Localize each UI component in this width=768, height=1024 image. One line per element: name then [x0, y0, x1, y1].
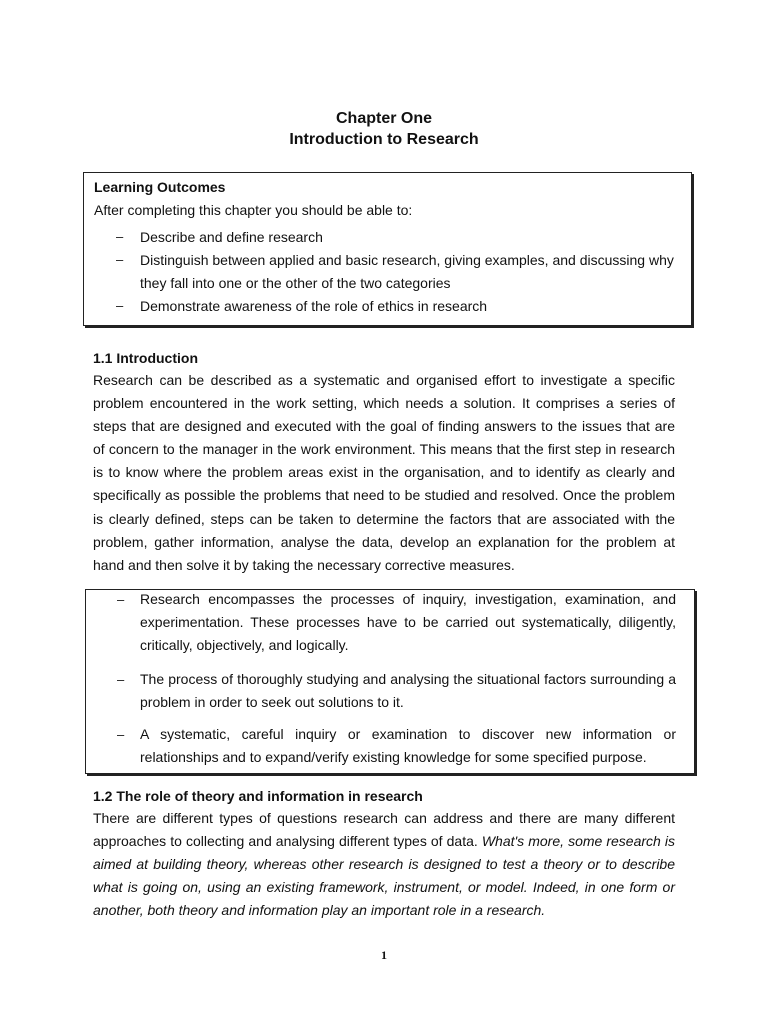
outcome-bullet: – [116, 252, 124, 267]
page-number: 1 [381, 948, 387, 962]
section-heading-theory-information: 1.2 The role of theory and information in research [93, 788, 423, 804]
definition-bullet: – [117, 727, 125, 742]
chapter-number-title: Chapter One [335, 110, 432, 127]
definition-item: Research encompasses the processes of inquiry, investigation, examination, and experimentation. These processes have to be carried out systematically, diligently, critically, objectively, and logically. [140, 591, 676, 653]
outcome-item: Describe and define research [140, 229, 323, 245]
paragraph-italic-text: What's more, some research is aimed at building theory, whereas other research is designed to test a theory or to describe what is going on, using an existing framework, instrument, or model. Indeed, in one form or another, both theory and information play an important role in a research. [93, 833, 675, 919]
learning-outcomes-box [83, 172, 692, 326]
learning-outcomes-intro: After completing this chapter you should be able to: [94, 202, 413, 218]
chapter-title: Introduction to Research [289, 131, 479, 148]
outcome-item-continued: they fall into one or the other of the two categories [140, 275, 451, 291]
introduction-paragraph: Research can be described as a systematic and organised effort to investigate a specific problem encountered in the work setting, which needs a solution. It comprises a series of steps that are designed and executed with the goal of finding answers to the issues that are of concern to the manager in the work environment. This means that the first step in research is to know where the problem areas exist in the organisation, and to identify as clearly and specifically as possible the problems that need to be studied and resolved. Once the problem is clearly defined, steps can be taken to determine the factors that are associated with the problem, gather information, analyse the data, develop an explanation for the problem at hand and then solve it by taking the necessary corrective measures. [93, 372, 675, 573]
definition-bullet: – [117, 592, 125, 607]
definition-item: A systematic, careful inquiry or examination to discover new information or relationships and to expand/verify existing knowledge for some specified purpose. [140, 726, 676, 765]
paragraph-plain-text: There are different types of questions research can address and there are many different approaches to collecting and analysing different types of data. [93, 810, 675, 850]
section-heading-introduction: 1.1 Introduction [93, 350, 198, 366]
outcome-bullet: – [116, 229, 124, 244]
outcome-bullet: – [116, 298, 124, 313]
outcome-item: Distinguish between applied and basic research, giving examples, and discussing why [140, 252, 674, 268]
definition-bullet: – [117, 672, 125, 687]
research-definitions-box [85, 589, 695, 774]
definition-item: The process of thoroughly studying and analysing the situational factors surrounding a problem in order to seek out solutions to it. [140, 671, 676, 710]
outcome-item: Demonstrate awareness of the role of ethics in research [140, 298, 488, 314]
theory-information-paragraph [93, 807, 675, 922]
learning-outcomes-heading: Learning Outcomes [94, 179, 226, 195]
